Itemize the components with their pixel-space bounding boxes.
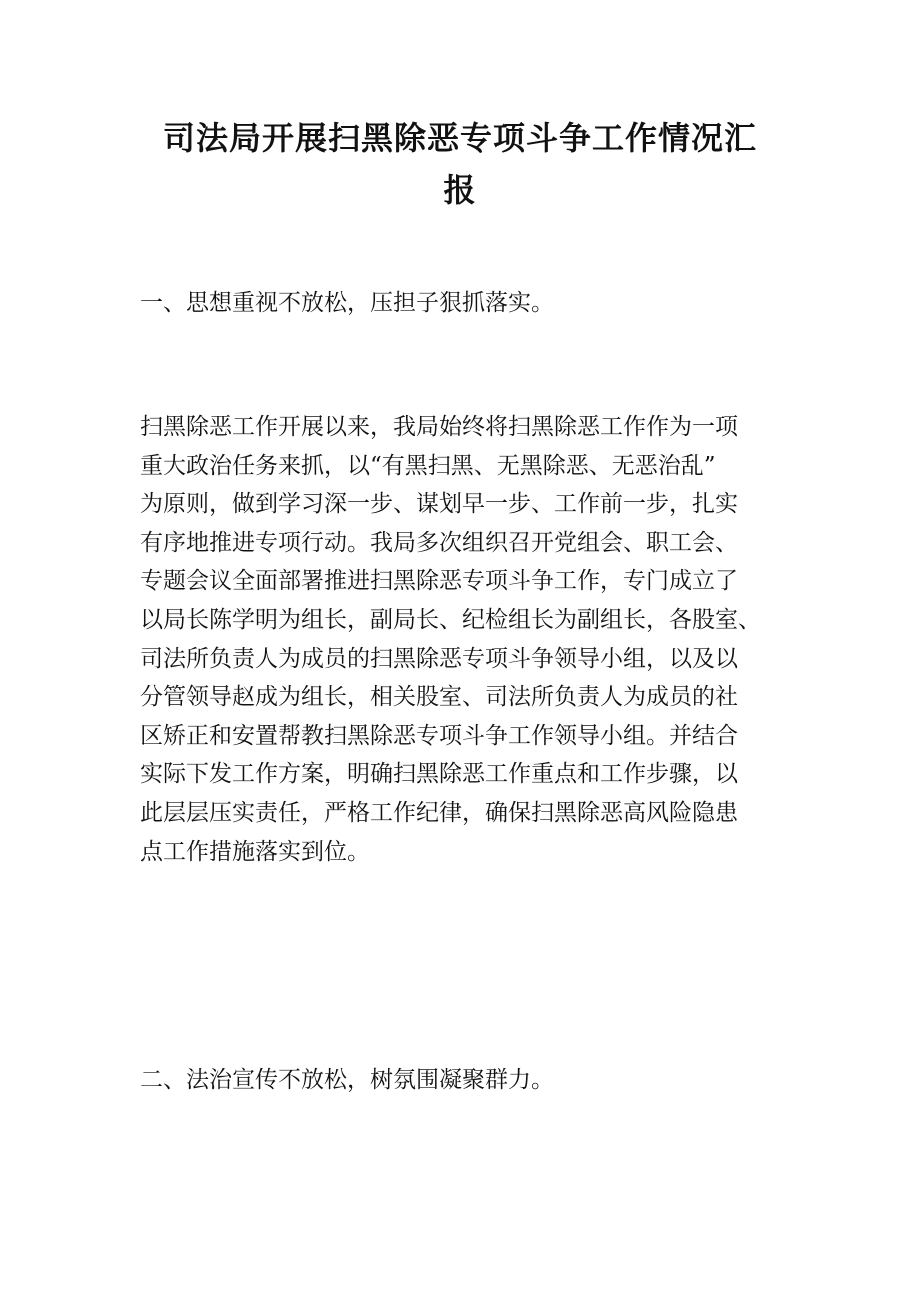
body-line: 点工作措施落实到位。 bbox=[140, 838, 370, 865]
section-2-heading: 二、法治宣传不放松，树氛围凝聚群力。 bbox=[140, 1067, 554, 1093]
body-line: 分管领导赵成为组长，相关股室、司法所负责人为成员的社 bbox=[140, 684, 738, 711]
section-1-body bbox=[140, 408, 790, 871]
body-line: 扫黑除恶工作开展以来，我局始终将扫黑除恶工作作为一项 bbox=[140, 414, 738, 440]
body-line: 为原则，做到学习深一步、谋划早一步、工作前一步，扎实 bbox=[140, 491, 738, 518]
body-line: 重大政治任务来抓，以“有黑扫黑、无黑除恶、无恶治乱” bbox=[140, 452, 716, 479]
body-line: 此层层压实责任，严格工作纪律，确保扫黑除恶高风险隐患 bbox=[140, 799, 738, 826]
body-line: 有序地推进专项行动。我局多次组织召开党组会、职工会、 bbox=[140, 529, 738, 556]
body-line: 以局长陈学明为组长，副局长、纪检组长为副组长，各股室、 bbox=[140, 606, 761, 633]
title-line-1: 司法局开展扫黑除恶专项斗争工作情况汇 bbox=[162, 119, 757, 157]
title-line-2: 报 bbox=[443, 171, 477, 209]
body-line: 专题会议全面部署推进扫黑除恶专项斗争工作，专门成立了 bbox=[140, 568, 738, 595]
body-line: 司法所负责人为成员的扫黑除恶专项斗争领导小组，以及以 bbox=[140, 645, 738, 672]
body-line: 区矫正和安置帮教扫黑除恶专项斗争工作领导小组。并结合 bbox=[140, 722, 738, 749]
document-title bbox=[140, 112, 780, 216]
body-line: 实际下发工作方案，明确扫黑除恶工作重点和工作步骤，以 bbox=[140, 761, 738, 788]
section-1-heading: 一、思想重视不放松，压担子狠抓落实。 bbox=[140, 290, 554, 316]
